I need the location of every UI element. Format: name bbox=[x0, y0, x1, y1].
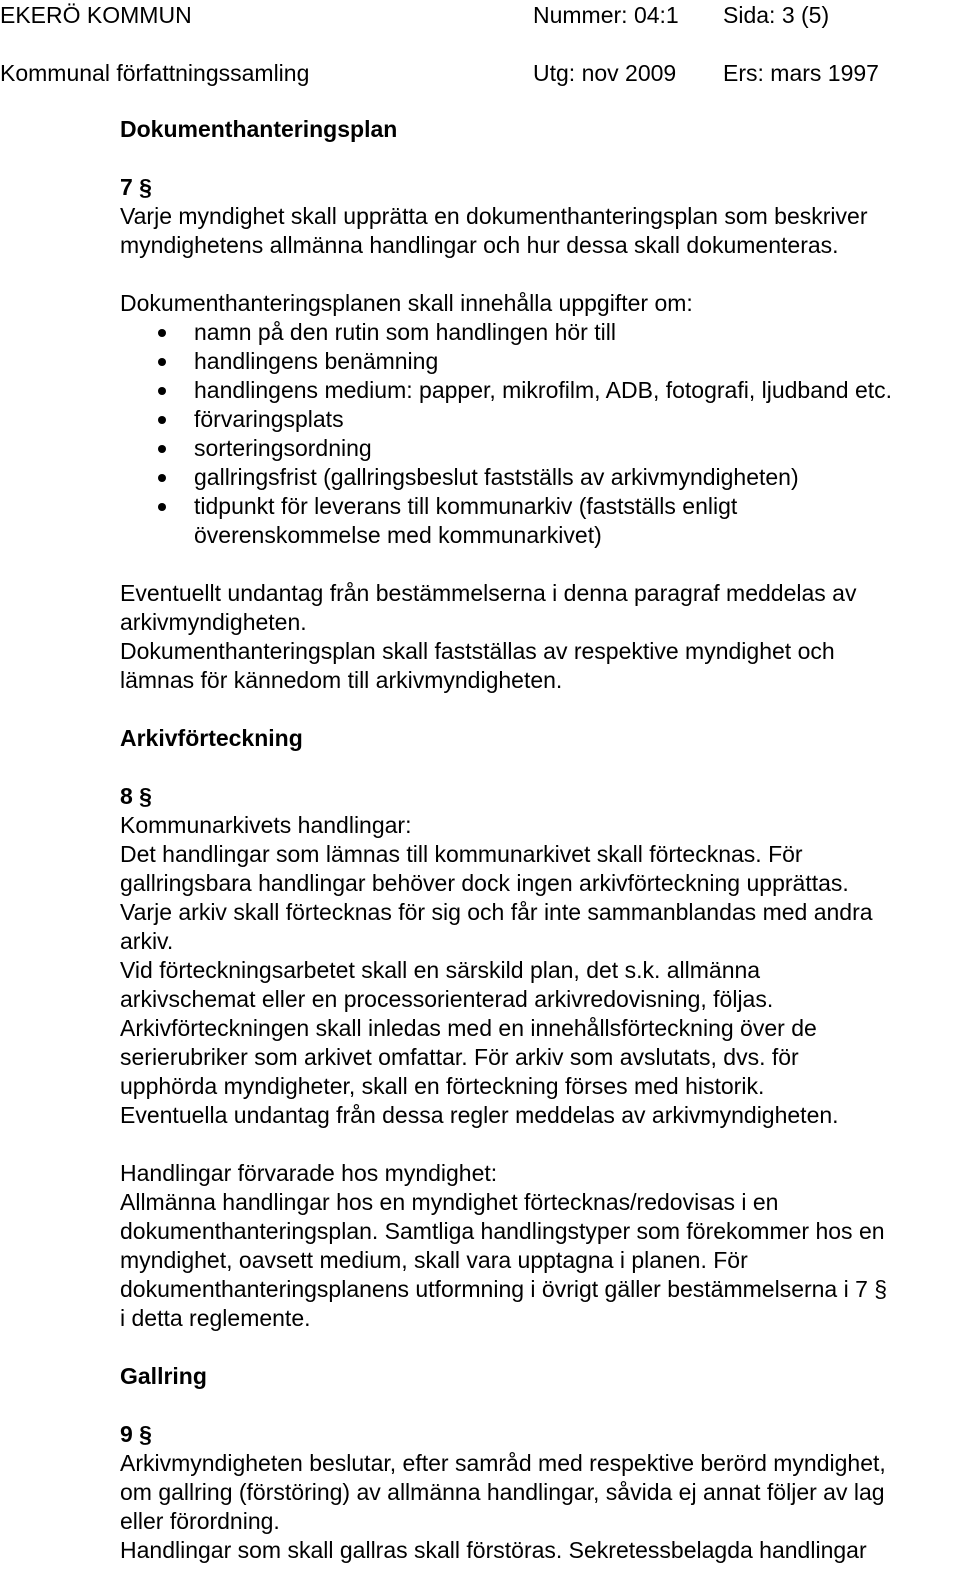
paragraph-line: arkivmyndigheten. bbox=[120, 609, 307, 635]
paragraph-line: Allmänna handlingar hos en myndighet förtecknas/redovisas i en bbox=[120, 1189, 779, 1215]
bullet-list bbox=[120, 318, 950, 550]
list-item: tidpunkt för leverans till kommunarkiv (fastställs enligt bbox=[120, 492, 950, 521]
section-number: 9 § bbox=[120, 1421, 152, 1447]
paragraph-line: upphörda myndigheter, skall en förteckning förses med historik. bbox=[120, 1073, 765, 1099]
paragraph-line: myndighet, oavsett medium, skall vara upptagna i planen. För bbox=[120, 1247, 748, 1273]
paragraph-line: Eventuella undantag från dessa regler meddelas av arkivmyndigheten. bbox=[120, 1102, 839, 1128]
document-number: Nummer: 04:1 bbox=[533, 2, 679, 28]
section-heading: Arkivförteckning bbox=[120, 725, 303, 751]
list-item: handlingens benämning bbox=[120, 347, 950, 376]
paragraph-line: serierubriker som arkivet omfattar. För arkiv som avslutats, dvs. för bbox=[120, 1044, 799, 1070]
paragraph-line: Kommunarkivets handlingar: bbox=[120, 812, 412, 838]
paragraph-line: Det handlingar som lämnas till kommunarkivet skall förtecknas. För bbox=[120, 841, 803, 867]
list-item: sorteringsordning bbox=[120, 434, 950, 463]
section-number: 8 § bbox=[120, 783, 152, 809]
paragraph-line: lämnas för kännedom till arkivmyndigheten. bbox=[120, 667, 563, 693]
paragraph-line: dokumenthanteringsplan. Samtliga handlingstyper som förekommer hos en bbox=[120, 1218, 885, 1244]
list-item: förvaringsplats bbox=[120, 405, 950, 434]
paragraph-line: eller förordning. bbox=[120, 1508, 280, 1534]
section-heading: Dokumenthanteringsplan bbox=[120, 116, 398, 142]
paragraph-line: Handlingar förvarade hos myndighet: bbox=[120, 1160, 498, 1186]
document-body bbox=[120, 115, 950, 1565]
section-number: 7 § bbox=[120, 174, 152, 200]
paragraph-line: arkivschemat eller en processorienterad arkivredovisning, följas. bbox=[120, 986, 774, 1012]
paragraph-line: Varje arkiv skall förtecknas för sig och får inte sammanblandas med andra bbox=[120, 899, 873, 925]
replaces-date: Ers: mars 1997 bbox=[723, 60, 879, 86]
paragraph-line: Arkivförteckningen skall inledas med en innehållsförteckning över de bbox=[120, 1015, 817, 1041]
paragraph-line: Eventuellt undantag från bestämmelserna i denna paragraf meddelas av bbox=[120, 580, 857, 606]
list-item: namn på den rutin som handlingen hör till bbox=[120, 318, 950, 347]
paragraph-line: gallringsbara handlingar behöver dock ingen arkivförteckning upprättas. bbox=[120, 870, 849, 896]
paragraph-line: Dokumenthanteringsplanen skall innehålla uppgifter om: bbox=[120, 290, 693, 316]
paragraph-line: Dokumenthanteringsplan skall fastställas av respektive myndighet och bbox=[120, 638, 835, 664]
paragraph-line: om gallring (förstöring) av allmänna handlingar, såvida ej annat följer av lag bbox=[120, 1479, 885, 1505]
paragraph-line: Varje myndighet skall upprätta en dokumenthanteringsplan som beskriver bbox=[120, 203, 868, 229]
paragraph-line: Handlingar som skall gallras skall förstöras. Sekretessbelagda handlingar bbox=[120, 1537, 867, 1563]
edition-date: Utg: nov 2009 bbox=[533, 60, 677, 86]
list-item-continuation: överenskommelse med kommunarkivet) bbox=[194, 522, 602, 548]
collection-name: Kommunal författningssamling bbox=[0, 60, 310, 86]
page-number: Sida: 3 (5) bbox=[723, 2, 830, 28]
paragraph-line: arkiv. bbox=[120, 928, 174, 954]
list-item: gallringsfrist (gallringsbeslut fastställs av arkivmyndigheten) bbox=[120, 463, 950, 492]
paragraph-line: myndighetens allmänna handlingar och hur dessa skall dokumenteras. bbox=[120, 232, 839, 258]
paragraph-line: Vid förteckningsarbetet skall en särskild plan, det s.k. allmänna bbox=[120, 957, 761, 983]
municipality-name: EKERÖ KOMMUN bbox=[0, 2, 192, 28]
paragraph-line: i detta reglemente. bbox=[120, 1305, 311, 1331]
page-header bbox=[0, 0, 960, 90]
paragraph-line: dokumenthanteringsplanens utformning i övrigt gäller bestämmelserna i 7 § bbox=[120, 1276, 888, 1302]
paragraph-line: Arkivmyndigheten beslutar, efter samråd med respektive berörd myndighet, bbox=[120, 1450, 886, 1476]
section-heading: Gallring bbox=[120, 1363, 207, 1389]
list-item: handlingens medium: papper, mikrofilm, ADB, fotografi, ljudband etc. bbox=[120, 376, 950, 405]
